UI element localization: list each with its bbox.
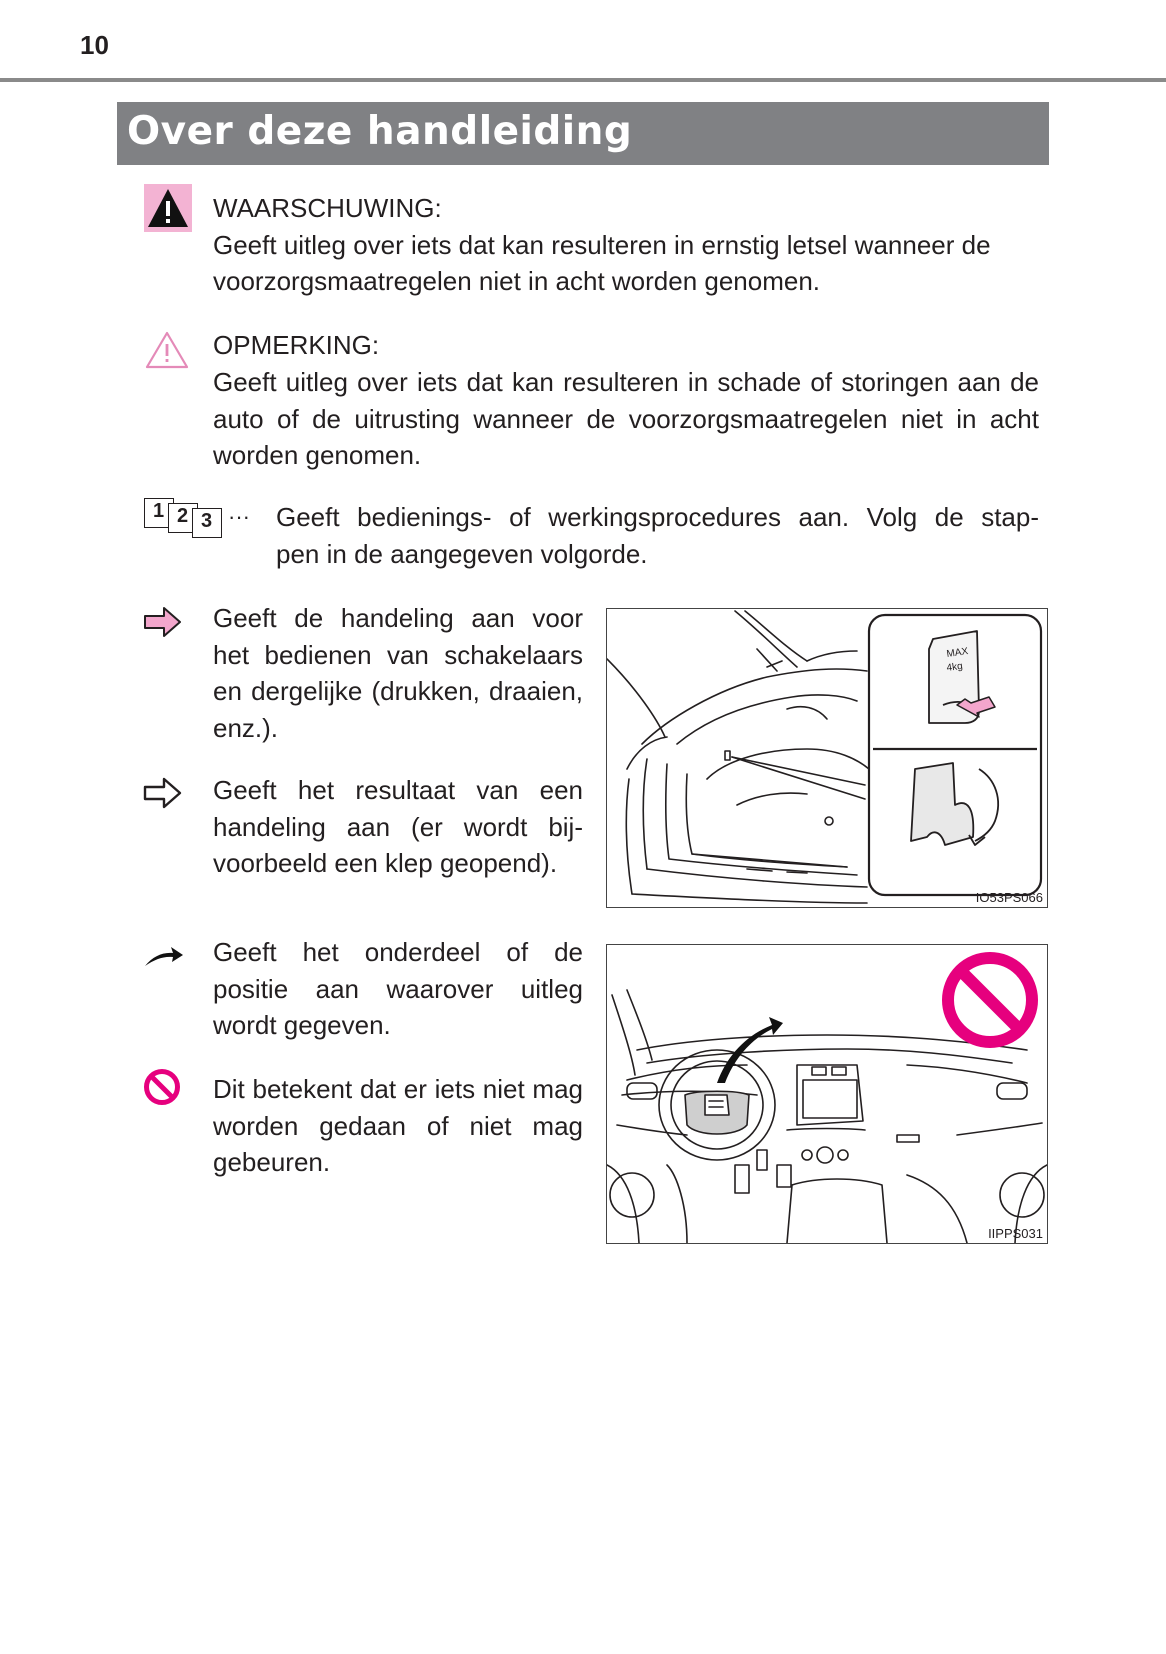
pointer-arrow-icon	[143, 944, 185, 975]
step-number-1: 1	[153, 500, 165, 522]
notice-heading: OPMERKING:	[213, 330, 380, 360]
section-title-bar	[117, 102, 1049, 165]
figure2-code: IIPPS031	[988, 1226, 1043, 1241]
prohibited-text: Dit betekent dat er iets niet mag worden gedaan of niet mag gebeuren.	[213, 1074, 583, 1177]
steps-ellipsis: ···	[228, 504, 250, 529]
step-numbers-icon	[144, 498, 234, 538]
trunk-hook-figure	[606, 608, 1048, 908]
prohibited-icon	[143, 1068, 181, 1111]
prohibited-icon-figure	[948, 958, 1032, 1042]
pointer-arrow-text: Geeft het onderdeel of de positie aan waarover uitleg wordt gegeven.	[213, 937, 583, 1040]
steps-text-line2: pen in de aangegeven volgorde.	[276, 539, 648, 569]
hook-label-weight: 4kg	[945, 660, 964, 674]
step-number-2: 2	[177, 505, 189, 527]
result-arrow-icon	[143, 776, 183, 815]
header-rule	[0, 78, 1166, 82]
result-arrow-text: Geeft het resultaat van een handeling aan (er wordt bij-voorbeeld een klep geopend).	[213, 775, 583, 878]
page-number: 10	[80, 30, 109, 60]
figure1-code: IO53PS066	[975, 890, 1043, 905]
steps-text-line1: Geeft bedienings- of werkingsprocedures aan. Volg de stap-	[276, 502, 1039, 532]
section-title: Over deze handleiding	[127, 109, 633, 154]
notice-icon	[144, 330, 190, 375]
dashboard-figure	[606, 944, 1048, 1244]
step-number-3: 3	[201, 510, 213, 532]
warning-heading: WAARSCHUWING:	[213, 193, 442, 223]
hook-label-max: MAX	[945, 646, 969, 660]
notice-text: Geeft uitleg over iets dat kan resulteren in schade of storingen aan de auto of de uitrusting wanneer de voorzorgsmaatregelen niet in acht worden genomen.	[213, 367, 1039, 470]
warning-text-line2: voorzorgsmaatregelen niet in acht worden genomen.	[213, 266, 821, 296]
warning-icon	[144, 184, 192, 237]
pink-action-arrow-icon	[143, 605, 183, 644]
warning-text-line1: Geeft uitleg over iets dat kan resulteren in ernstig letsel wanneer de	[213, 230, 991, 260]
action-arrow-text: Geeft de handeling aan voor het bedienen van schakelaars en dergelijke (drukken, draaien, enz.).	[213, 603, 583, 743]
